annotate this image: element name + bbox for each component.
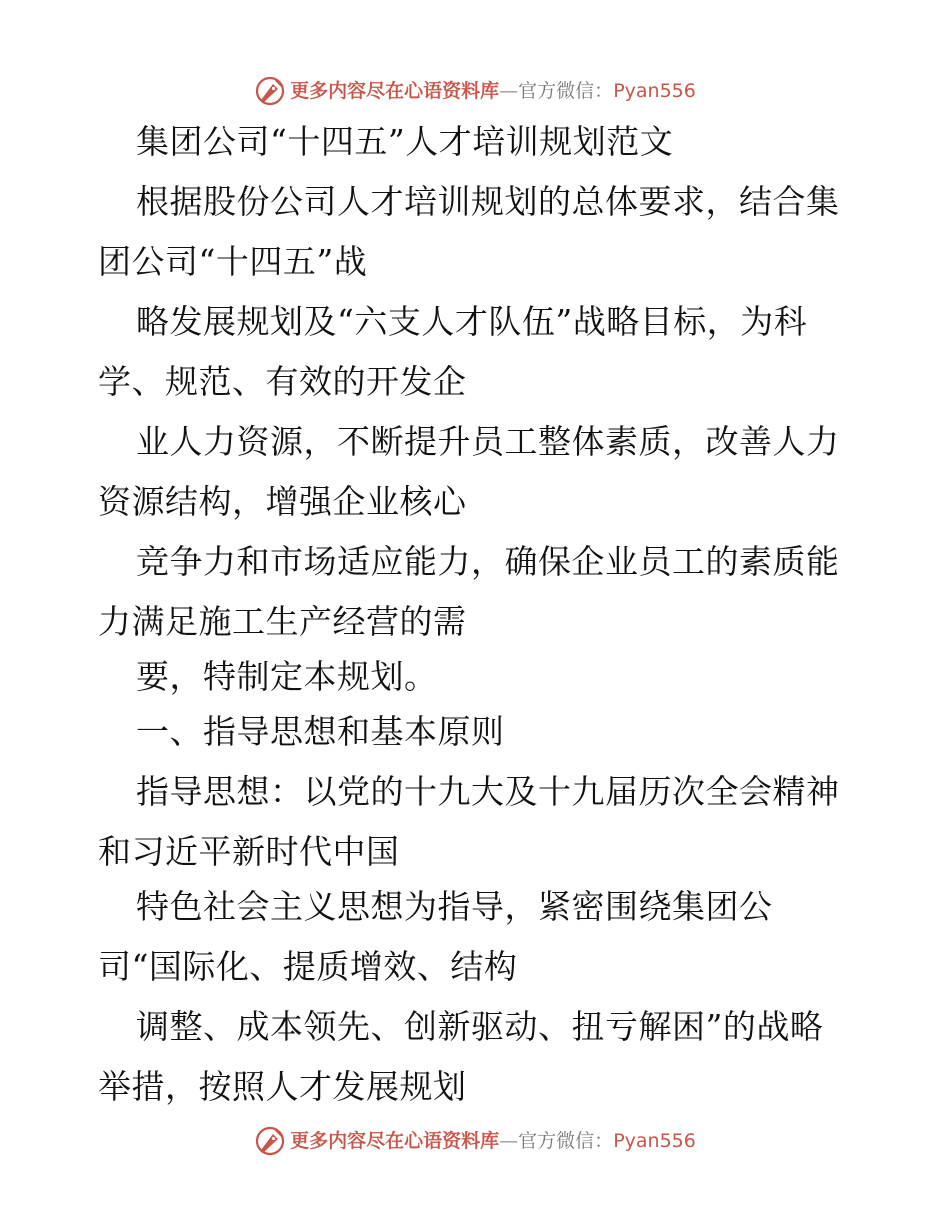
- banner-dash: —: [499, 1130, 519, 1152]
- paragraph-line: 力满足施工生产经营的需: [98, 602, 467, 641]
- banner-wechat-id: Pyan556: [613, 1130, 696, 1152]
- paragraph-line: 竞争力和市场适应能力，确保企业员工的素质能: [136, 542, 840, 581]
- pen-nib-circle-icon: [254, 1125, 286, 1157]
- paragraph-line: 资源结构，增强企业核心: [98, 482, 467, 521]
- banner-wechat-id: Pyan556: [613, 80, 696, 102]
- paragraph-line: 指导思想：以党的十九大及十九届历次全会精神: [136, 772, 840, 811]
- banner-main-text: 更多内容尽在心语资料库: [290, 1130, 500, 1152]
- banner-text: [290, 1129, 696, 1153]
- paragraph-line: 略发展规划及“六支人才队伍”战略目标，为科: [136, 302, 808, 341]
- paragraph-line: 举措，按照人才发展规划: [98, 1067, 467, 1106]
- section-heading: 一、指导思想和基本原则: [136, 712, 505, 751]
- paragraph-line: 司“国际化、提质增效、结构: [98, 947, 518, 986]
- paragraph-line: 特色社会主义思想为指导，紧密围绕集团公: [136, 887, 773, 926]
- banner-sub-text: 官方微信：: [518, 80, 614, 102]
- paragraph-line: 团公司“十四五”战: [98, 242, 368, 281]
- paragraph-line: 学、规范、有效的开发企: [98, 362, 467, 401]
- banner-main-text: 更多内容尽在心语资料库: [290, 80, 500, 102]
- paragraph-line: 根据股份公司人才培训规划的总体要求，结合集: [136, 182, 840, 221]
- paragraph-line: 业人力资源，不断提升员工整体素质，改善人力: [136, 422, 840, 461]
- document-title: 集团公司“十四五”人才培训规划范文: [136, 122, 674, 161]
- banner-text: [290, 79, 696, 103]
- paragraph-line: 要，特制定本规划。: [136, 657, 438, 696]
- paragraph-line: 和习近平新时代中国: [98, 832, 400, 871]
- paragraph-line: 调整、成本领先、创新驱动、扭亏解困”的战略: [136, 1007, 824, 1046]
- pen-nib-circle-icon: [254, 75, 286, 107]
- header-watermark-banner: [0, 71, 950, 111]
- banner-sub-text: 官方微信：: [518, 1130, 614, 1152]
- banner-dash: —: [499, 80, 519, 102]
- footer-watermark-banner: [0, 1121, 950, 1161]
